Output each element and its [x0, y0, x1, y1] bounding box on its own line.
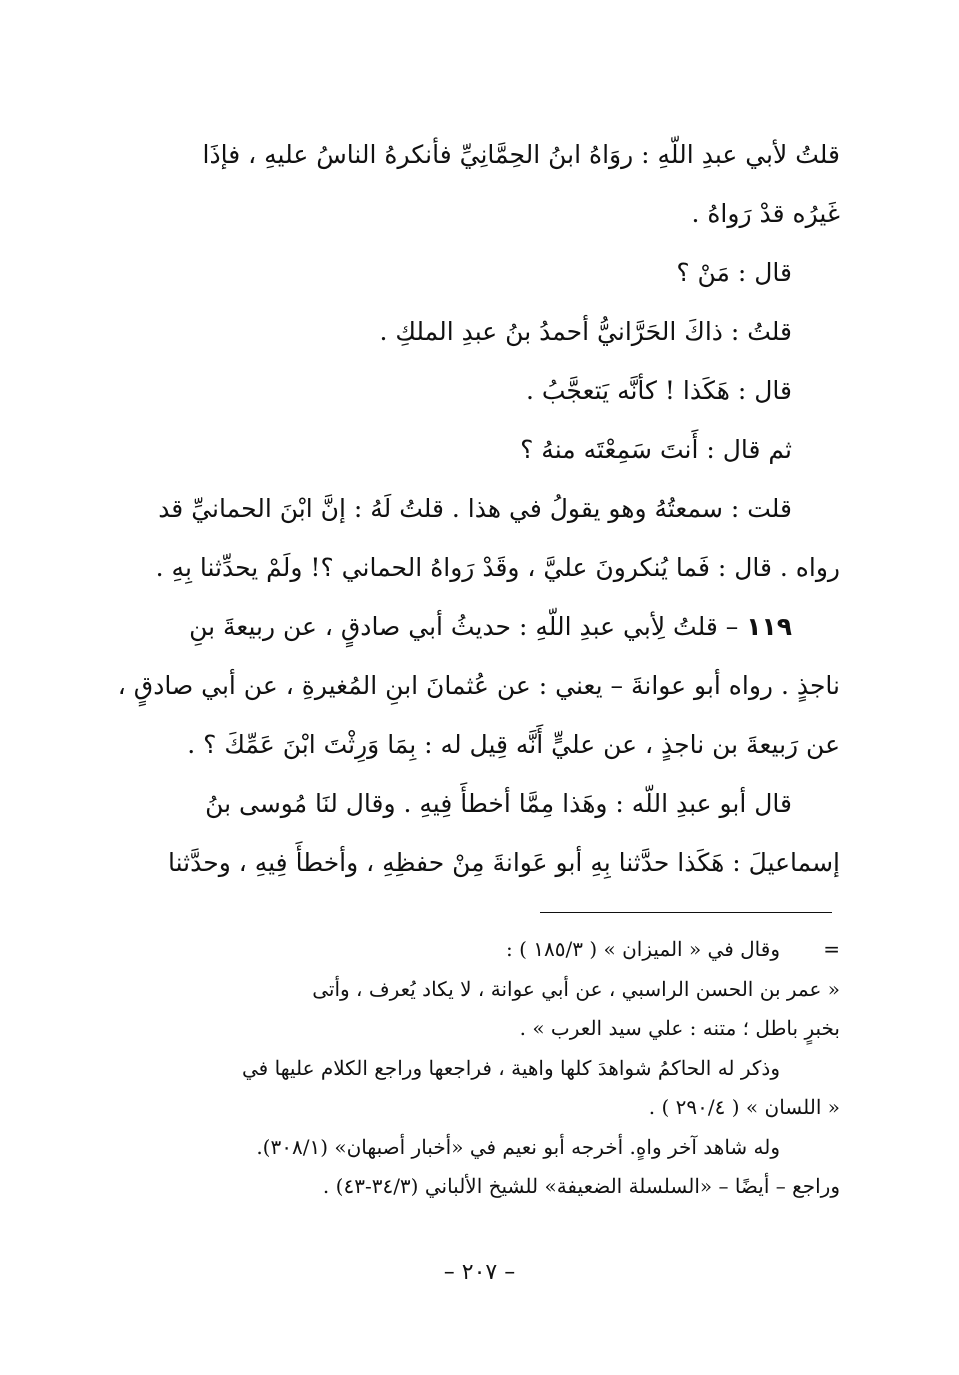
footnote-continuation-mark: =: [823, 937, 840, 961]
text-line: قلت : سمعتُهُ وهو يقولُ في هذا . قلتُ لَهُ : إنَّ ابْنَ الحمانيِّ قد: [158, 494, 792, 523]
text-line: إسماعيلَ : هَكَذا حدَّثنا بِهِ أبو عَوانةَ مِنْ حفظِهِ ، وأخطأَ فِيهِ ، وحدَّثنا: [168, 848, 840, 877]
text-line: قال أبو عبدِ اللّه : وهَذا مِمَّا أخطأَ فِيهِ . وقال لنَا مُوسى بنُ: [205, 789, 792, 818]
footnote-line: وله شاهد آخر واهٍ. أخرجه أبو نعيم في «أخبار أصبهان» (٣٠٨/١).: [256, 1134, 780, 1159]
text-line: قال : هَكَذا ! كأنَّه يَتعجَّبُ .: [525, 376, 792, 405]
hadith-number: ١١٩: [746, 612, 792, 641]
text-line: رواه . قال : فَما يُنكرونَ عليَّ ، وقَدْ رَواهُ الحماني ؟! ولَمْ يحدِّثنا بِهِ .: [155, 553, 840, 582]
footnote-line: وذكر له الحاكمُ شواهدَ كلها واهية ، فراجعها وراجع الكلام عليها في: [242, 1055, 780, 1080]
hadith-first-line: [110, 597, 840, 656]
footnote-line: بخبرٍ باطل ؛ متنه : علي سيد العرب » .: [519, 1016, 840, 1040]
footnote-line: « عمر بن الحسن الراسبي ، عن أبي عوانة ، لا يكاد يُعرف ، وأتى: [312, 976, 840, 1001]
text-line: ثم قال : أَنتَ سَمِعْتَه منهُ ؟: [520, 435, 792, 464]
text-line: غَيرُه قدْ رَواهُ .: [691, 199, 840, 228]
page-number: – ٢٠٧ –: [443, 1260, 516, 1285]
footnote-divider: [540, 912, 832, 913]
main-text-body: [110, 125, 840, 892]
hadith-line-text: – قلتُ لِأبي عبدِ اللّهِ : حديثُ أبي صادقٍ ، عن ربيعةَ بنِ: [189, 612, 739, 641]
footnote-line: « اللسان » ( ٢٩٠/٤ ) .: [648, 1095, 840, 1119]
footnotes-section: [110, 930, 840, 1207]
footnote-line: وقال في « الميزان » ( ١٨٥/٣ ) :: [505, 937, 780, 961]
text-line: قلتُ : ذاكَ الحَرَّانيُّ أحمدُ بنُ عبدِ الملكِ .: [379, 317, 792, 346]
footnote-line: وراجع – أيضًا – «السلسلة الضعيفة» للشيخ الألباني (٣٤/٣-٤٣) .: [322, 1174, 840, 1198]
text-line: قال : مَنْ ؟: [676, 258, 792, 287]
text-line: ناجذٍ . رواه أبو عوانةَ – يعني : عن عُثمانَ ابنِ المُغيرةِ ، عن أبي صادقٍ ،: [117, 671, 840, 700]
text-line: قلتُ لأبي عبدِ اللّهِ : روَاهُ ابنُ الحِمَّانِيِّ فأنكرهُ الناسُ عليهِ ، فإذَا: [202, 140, 840, 169]
text-line: عن رَبيعةَ بن ناجذٍ ، عن عليٍّ أَنَّه قِيل له : بِمَا وَرِثْتَ ابْنَ عَمِّكَ ؟ .: [187, 730, 840, 759]
